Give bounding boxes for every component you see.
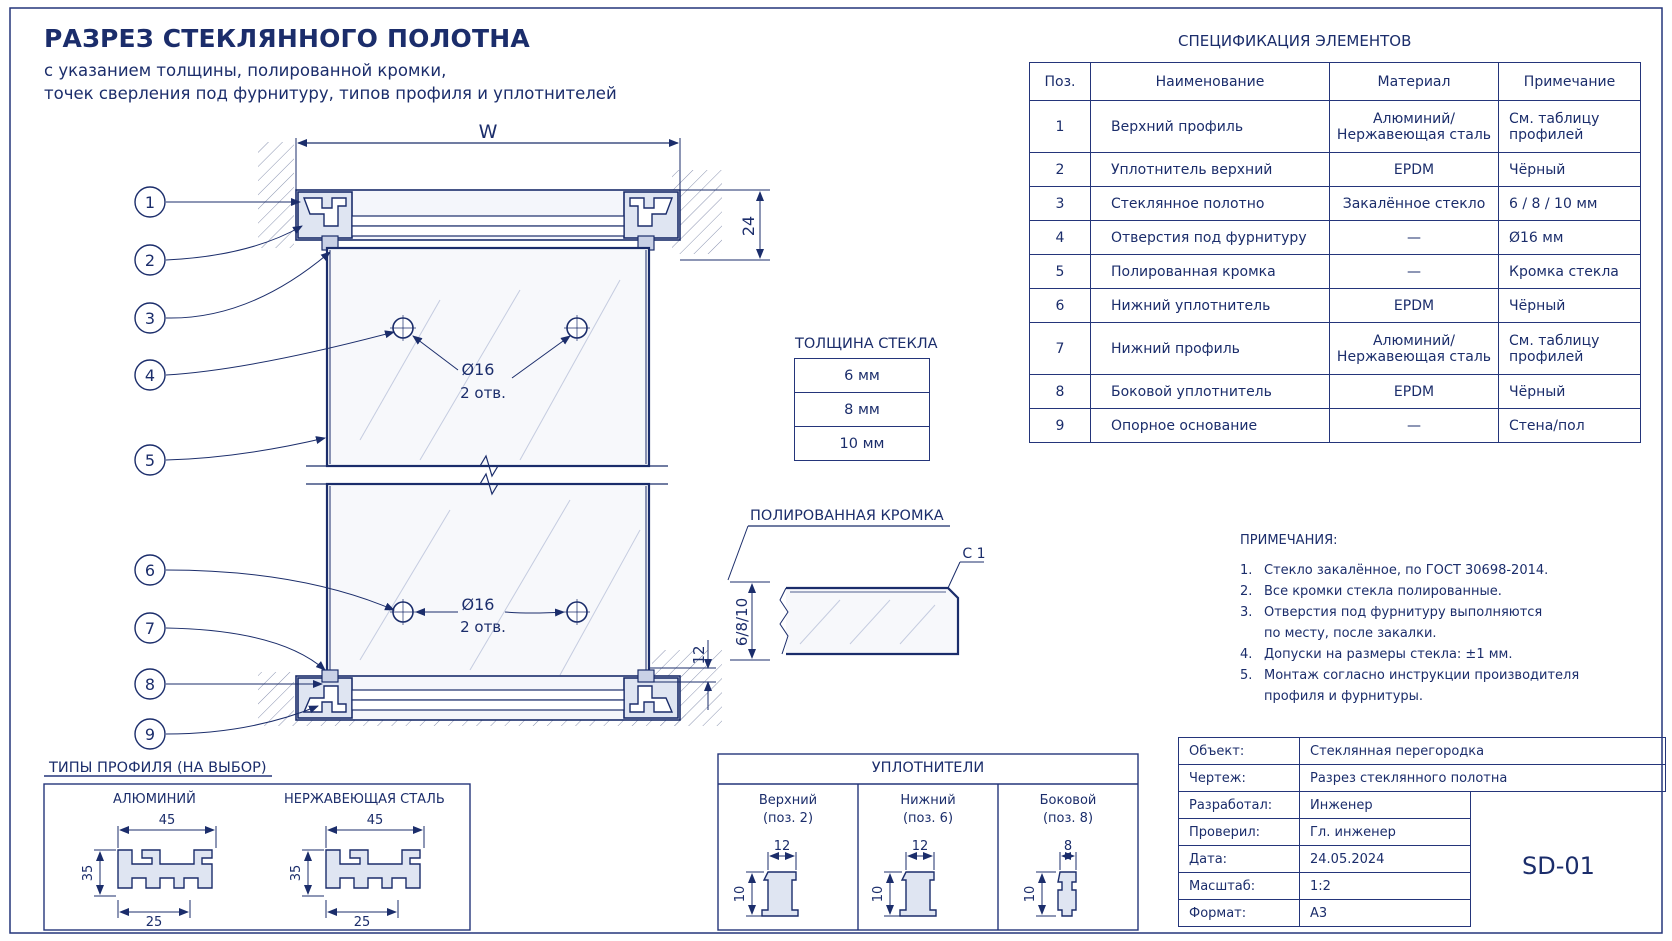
title-block [1178, 737, 1666, 927]
thickness-6: 6 мм [794, 358, 930, 393]
spec-row [1030, 101, 1641, 153]
title-block-empty [1471, 792, 1666, 819]
spec-pos: 4 [1030, 221, 1091, 255]
title-block-row [1179, 792, 1666, 819]
seal-bottom-label [858, 792, 998, 828]
spec-row [1030, 289, 1641, 323]
callout-3: 3 [144, 309, 156, 328]
profiles-title: ТИПЫ ПРОФИЛЯ (НА ВЫБОР) [49, 760, 267, 776]
spec-row [1030, 375, 1641, 409]
spec-row [1030, 221, 1641, 255]
seal-top-name: Верхний [758, 793, 818, 808]
spec-name: Уплотнитель верхний [1091, 153, 1330, 187]
spec-material: — [1330, 255, 1499, 289]
seal-top-label [718, 792, 858, 828]
spec-material: — [1330, 409, 1499, 443]
note-text: Монтаж согласно инструкции производителя [1264, 668, 1580, 683]
note-number: 5. [1240, 668, 1253, 683]
spec-material: EPDM [1330, 289, 1499, 323]
spec-pos: 7 [1030, 323, 1091, 375]
seal-side-pos: (поз. 8) [1042, 811, 1094, 826]
title-block-key: Проверил: [1179, 819, 1300, 846]
note-item [1240, 581, 1579, 602]
note-item [1240, 665, 1579, 707]
aluminium-width: 45 [158, 813, 176, 828]
steel-width: 45 [366, 813, 384, 828]
spec-pos: 5 [1030, 255, 1091, 289]
glass-pane [306, 248, 668, 682]
spec-material: Алюминий/ Нержавеющая сталь [1330, 323, 1499, 375]
callout-7: 7 [144, 619, 156, 638]
note-item [1240, 602, 1579, 644]
spec-note: Кромка стекла [1499, 255, 1641, 289]
spec-material: — [1330, 221, 1499, 255]
note-text: Стекло закалённое, по ГОСТ 30698-2014. [1264, 563, 1549, 578]
title-block-value: Инженер [1300, 792, 1471, 819]
hole-diameter-lower: Ø16 [461, 595, 495, 614]
title-block-key: Чертеж: [1179, 765, 1300, 792]
seal-top-width: 12 [773, 839, 791, 854]
note-text: Все кромки стекла полированные. [1264, 584, 1502, 599]
hole-diameter-upper: Ø16 [461, 360, 495, 379]
spec-name: Верхний профиль [1091, 101, 1330, 153]
page-subtitle-line-2: точек сверления под фурнитуру, типов профиля и уплотнителей [44, 84, 617, 103]
spec-header-name: Наименование [1091, 63, 1330, 101]
title-block-key: Дата: [1179, 846, 1300, 873]
callout-5: 5 [144, 451, 156, 470]
note-text: профиля и фурнитуры. [1264, 689, 1424, 704]
spec-note: См. таблицу профилей [1499, 323, 1641, 375]
aluminium-height: 35 [81, 864, 96, 882]
seal-bottom-pos: (поз. 6) [902, 811, 954, 826]
title-block-empty [1471, 819, 1666, 846]
thickness-10: 10 мм [794, 427, 930, 461]
bottom-height-label: 12 [690, 645, 708, 665]
profile-steel-label: НЕРЖАВЕЮЩАЯ СТАЛЬ [284, 792, 445, 807]
spec-material: Алюминий/ Нержавеющая сталь [1330, 101, 1499, 153]
thickness-table [794, 358, 930, 461]
spec-name: Полированная кромка [1091, 255, 1330, 289]
spec-header-material: Материал [1330, 63, 1499, 101]
page-title: РАЗРЕЗ СТЕКЛЯННОГО ПОЛОТНА [44, 24, 530, 53]
width-label: W [478, 121, 498, 143]
spec-note: Чёрный [1499, 375, 1641, 409]
spec-note: Ø16 мм [1499, 221, 1641, 255]
profile-aluminium-label: АЛЮМИНИЙ [113, 792, 196, 807]
callout-4: 4 [144, 366, 156, 385]
steel-profile-shape [326, 850, 420, 888]
title-block-row [1179, 765, 1666, 792]
spec-material: Закалённое стекло [1330, 187, 1499, 221]
note-number: 4. [1240, 647, 1253, 662]
callout-1: 1 [144, 193, 156, 212]
spec-row [1030, 153, 1641, 187]
edge-chamfer-label: С 1 [962, 546, 986, 562]
steel-height: 35 [289, 864, 304, 882]
note-item [1240, 560, 1579, 581]
callout-8: 8 [144, 675, 156, 694]
seal-bottom-height: 10 [871, 885, 886, 903]
hole-count-upper: 2 отв. [460, 384, 506, 402]
seals-title: УПЛОТНИТЕЛИ [871, 760, 985, 776]
title-block-empty [1471, 900, 1666, 927]
title-block-row [1179, 738, 1666, 765]
thickness-8: 8 мм [794, 393, 930, 427]
title-block-row [1179, 900, 1666, 927]
spec-name: Опорное основание [1091, 409, 1330, 443]
drawing-code: SD-01 [1522, 852, 1595, 880]
spec-header-note: Примечание [1499, 63, 1641, 101]
title-block-key: Формат: [1179, 900, 1300, 927]
bottom-profile [296, 670, 680, 720]
spec-title: СПЕЦИФИКАЦИЯ ЭЛЕМЕНТОВ [1178, 32, 1412, 50]
notes [1240, 530, 1579, 707]
spec-row [1030, 409, 1641, 443]
spec-note: См. таблицу профилей [1499, 101, 1641, 153]
title-block-row [1179, 819, 1666, 846]
spec-name: Нижний профиль [1091, 323, 1330, 375]
spec-row [1030, 187, 1641, 221]
seal-top-height: 10 [733, 885, 748, 903]
edge-thickness-dim: 6/8/10 [733, 597, 751, 647]
title-block-value: Гл. инженер [1300, 819, 1471, 846]
spec-note: 6 / 8 / 10 мм [1499, 187, 1641, 221]
title-block-value: Стеклянная перегородка [1300, 738, 1666, 765]
width-dimension [296, 138, 680, 190]
thickness-title: ТОЛЩИНА СТЕКЛА [795, 336, 938, 352]
spec-note: Стена/пол [1499, 409, 1641, 443]
spec-material: EPDM [1330, 153, 1499, 187]
hole-count-lower: 2 отв. [460, 618, 506, 636]
seal-bottom-width: 12 [911, 839, 929, 854]
spec-name: Боковой уплотнитель [1091, 375, 1330, 409]
spec-pos: 2 [1030, 153, 1091, 187]
spec-name: Нижний уплотнитель [1091, 289, 1330, 323]
top-height-label: 24 [739, 215, 758, 237]
spec-note: Чёрный [1499, 289, 1641, 323]
callout-9: 9 [144, 725, 156, 744]
note-number: 2. [1240, 584, 1253, 599]
note-number: 1. [1240, 563, 1253, 578]
aluminium-base: 25 [145, 915, 163, 930]
spec-header-pos: Поз. [1030, 63, 1091, 101]
spec-pos: 1 [1030, 101, 1091, 153]
note-item [1240, 644, 1579, 665]
seal-side-width: 8 [1063, 839, 1073, 854]
steel-base: 25 [353, 915, 371, 930]
spec-pos: 3 [1030, 187, 1091, 221]
title-block-value: Разрез стеклянного полотна [1300, 765, 1666, 792]
spec-pos: 8 [1030, 375, 1091, 409]
spec-pos: 9 [1030, 409, 1091, 443]
callout-2: 2 [144, 251, 156, 270]
title-block-value: 24.05.2024 [1300, 846, 1471, 873]
notes-title: ПРИМЕЧАНИЯ: [1240, 533, 1338, 548]
callout-6: 6 [144, 561, 156, 580]
title-block-value: 1:2 [1300, 873, 1471, 900]
spec-row [1030, 323, 1641, 375]
spec-table [1029, 62, 1641, 443]
aluminium-profile-shape [118, 850, 212, 888]
spec-name: Стеклянное полотно [1091, 187, 1330, 221]
seal-side-label [998, 792, 1138, 828]
spec-material: EPDM [1330, 375, 1499, 409]
edge-title: ПОЛИРОВАННАЯ КРОМКА [750, 508, 944, 524]
spec-row [1030, 255, 1641, 289]
note-number: 3. [1240, 605, 1253, 620]
spec-note: Чёрный [1499, 153, 1641, 187]
note-text: по месту, после закалки. [1264, 626, 1437, 641]
seal-side-height: 10 [1023, 885, 1038, 903]
top-profile [296, 190, 680, 250]
spec-name: Отверстия под фурнитуру [1091, 221, 1330, 255]
spec-pos: 6 [1030, 289, 1091, 323]
note-text: Отверстия под фурнитуру выполняются [1264, 605, 1543, 620]
seal-top-pos: (поз. 2) [762, 811, 814, 826]
page-subtitle-line-1: с указанием толщины, полированной кромки, [44, 61, 447, 80]
polished-edge-detail [728, 526, 984, 660]
note-text: Допуски на размеры стекла: ±1 мм. [1264, 647, 1513, 662]
title-block-key: Масштаб: [1179, 873, 1300, 900]
title-block-value: А3 [1300, 900, 1471, 927]
title-block-key: Объект: [1179, 738, 1300, 765]
seal-side-name: Боковой [1039, 793, 1097, 808]
title-block-key: Разработал: [1179, 792, 1300, 819]
seal-bottom-name: Нижний [900, 793, 956, 808]
